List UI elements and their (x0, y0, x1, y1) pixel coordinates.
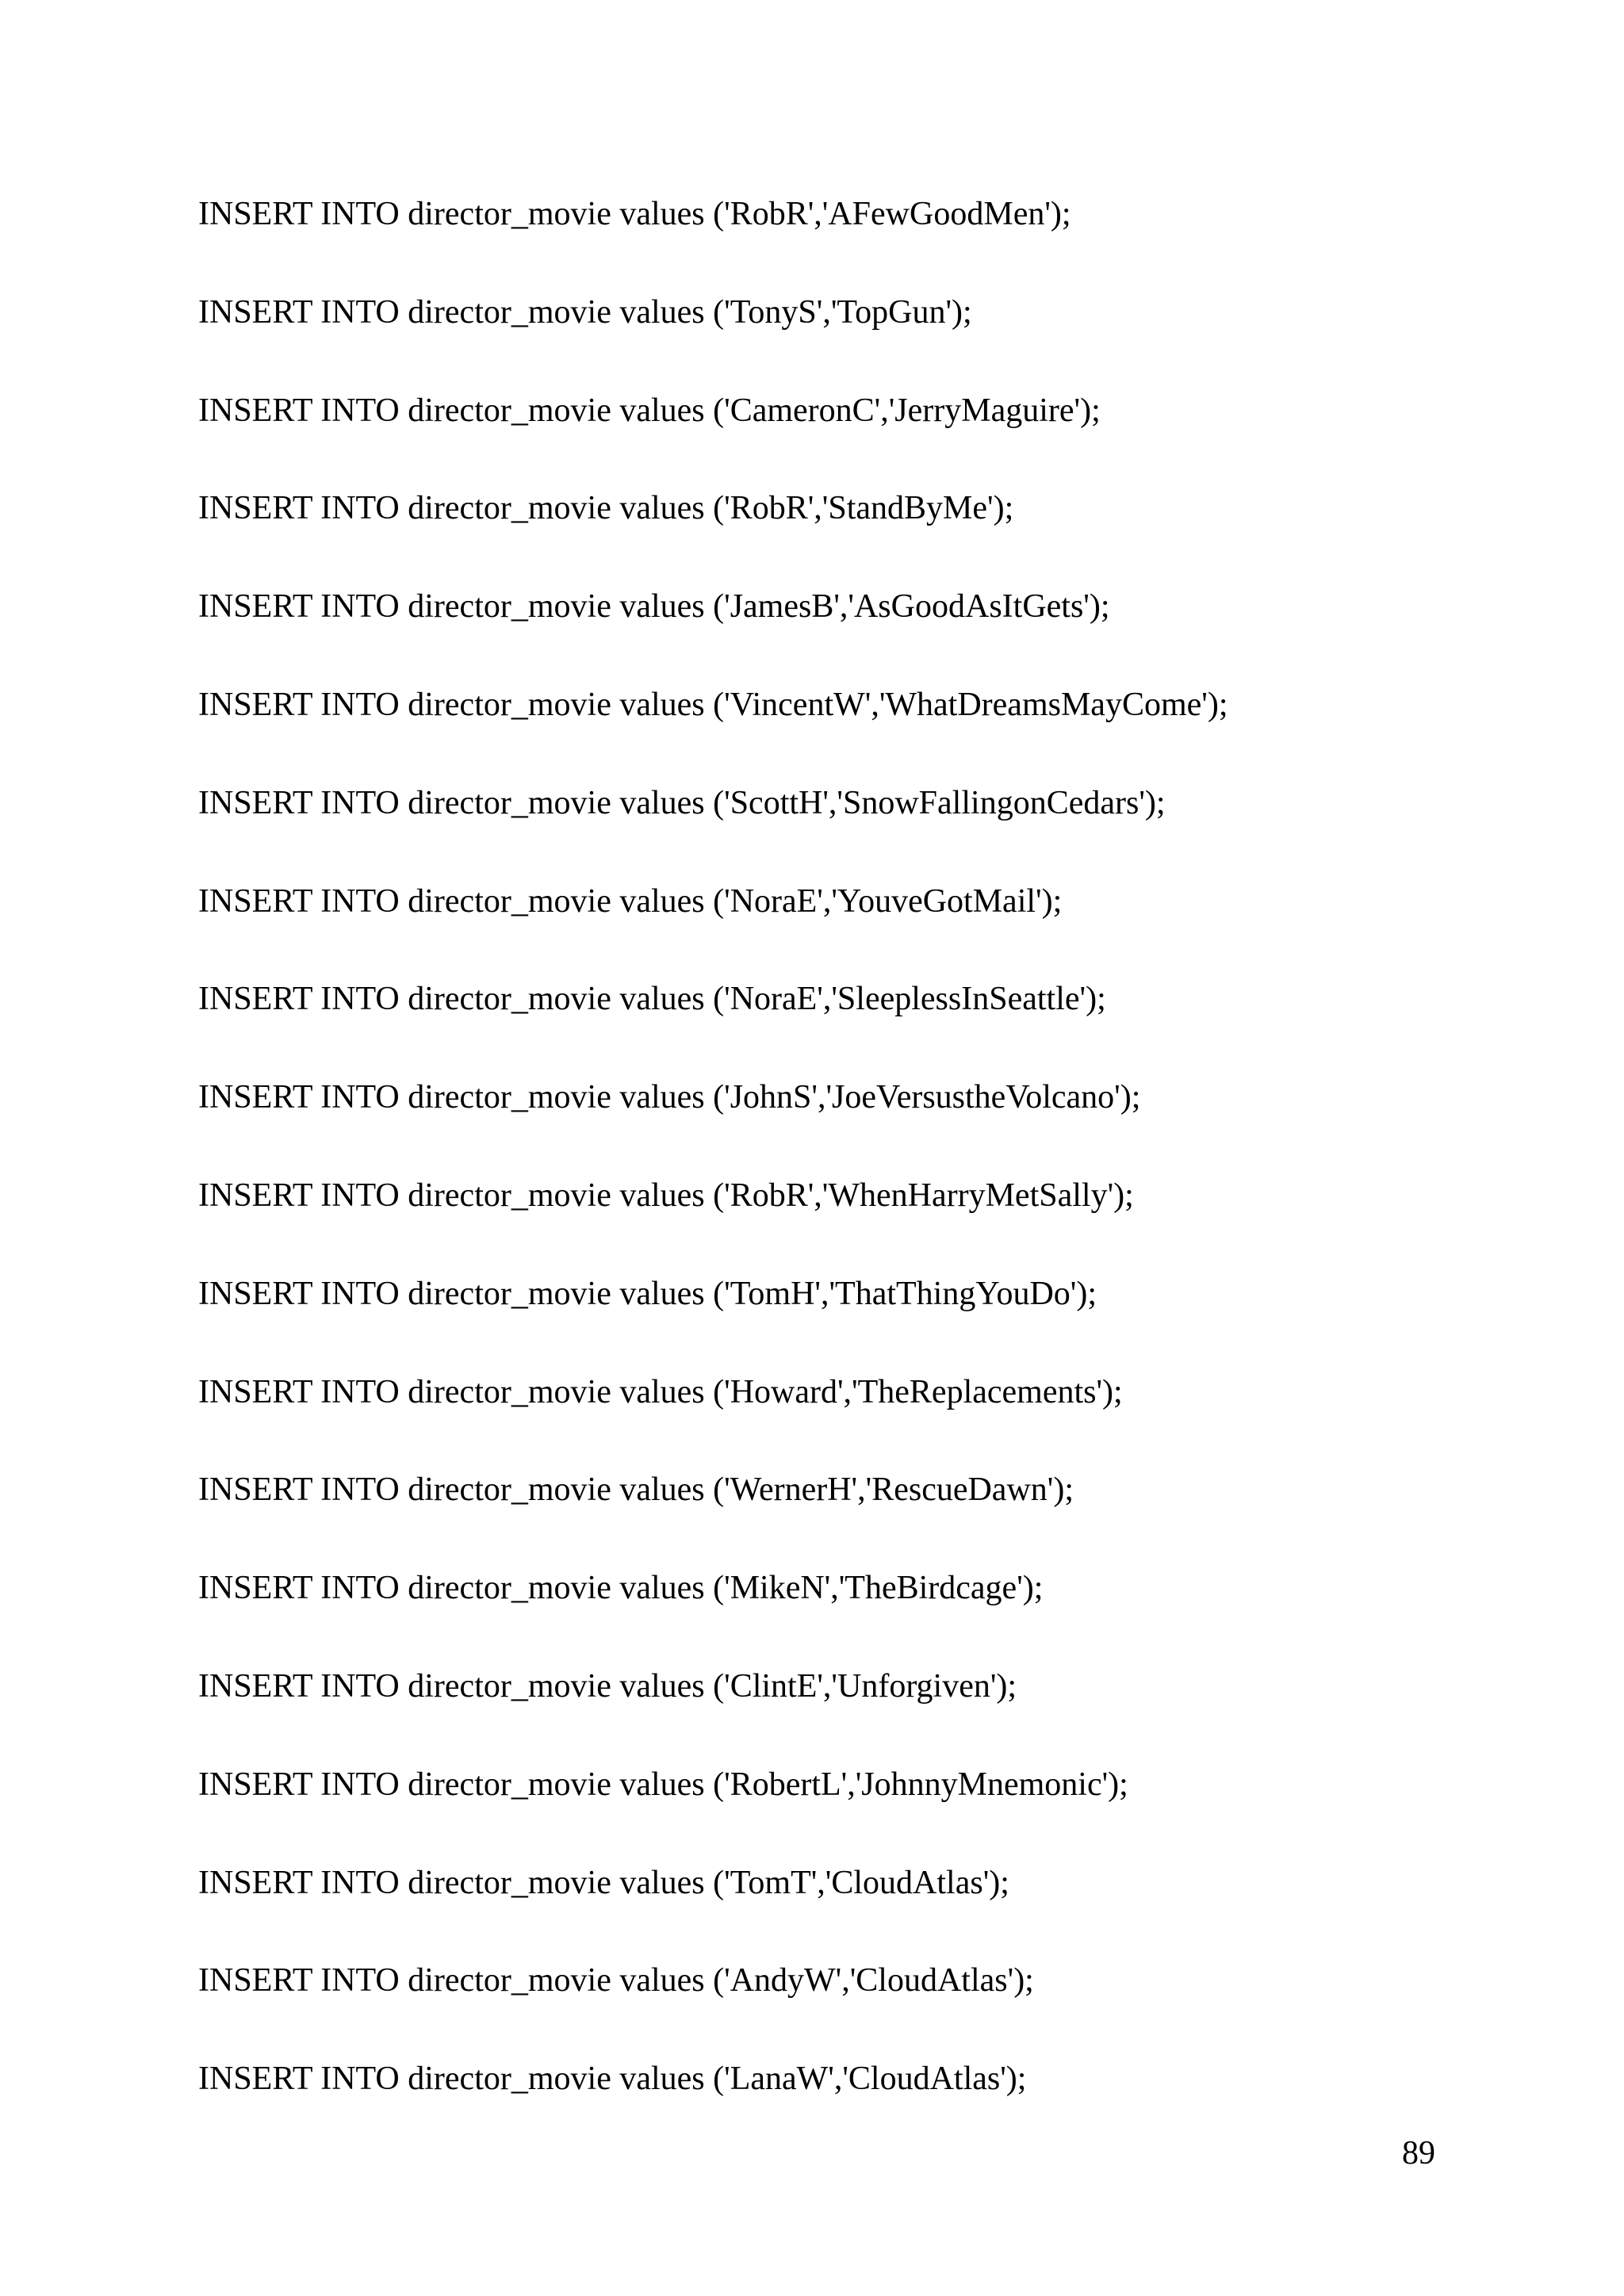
page-number: 89 (1402, 2135, 1435, 2172)
sql-line: INSERT INTO director_movie values ('JamesB','AsGoodAsItGets'); (198, 588, 1110, 626)
sql-line: INSERT INTO director_movie values ('NoraE','YouveGotMail'); (198, 882, 1063, 920)
sql-line: INSERT INTO director_movie values ('AndyW','CloudAtlas'); (198, 1962, 1034, 1999)
sql-line: INSERT INTO director_movie values ('VincentW','WhatDreamsMayCome'); (198, 686, 1228, 723)
sql-line: INSERT INTO director_movie values ('TomT','CloudAtlas'); (198, 1864, 1009, 1901)
sql-line: INSERT INTO director_movie values ('JohnS','JoeVersustheVolcano'); (198, 1079, 1141, 1116)
sql-line: INSERT INTO director_movie values ('TomH','ThatThingYouDo'); (198, 1275, 1097, 1312)
sql-line: INSERT INTO director_movie values ('Howard','TheReplacements'); (198, 1373, 1123, 1410)
sql-line: INSERT INTO director_movie values ('RobR','StandByMe'); (198, 490, 1014, 527)
sql-insert-statements (198, 195, 1228, 2158)
sql-line: INSERT INTO director_movie values ('RobR','WhenHarryMetSally'); (198, 1177, 1134, 1214)
sql-line: INSERT INTO director_movie values ('WernerH','RescueDawn'); (198, 1471, 1074, 1509)
sql-line: INSERT INTO director_movie values ('LanaW','CloudAtlas'); (198, 2061, 1027, 2098)
sql-line: INSERT INTO director_movie values ('NoraE','SleeplessInSeattle'); (198, 981, 1106, 1018)
sql-line: INSERT INTO director_movie values ('RobertL','JohnnyMnemonic'); (198, 1766, 1128, 1803)
sql-line: INSERT INTO director_movie values ('ScottH','SnowFallingonCedars'); (198, 784, 1166, 821)
sql-line: INSERT INTO director_movie values ('MikeN','TheBirdcage'); (198, 1570, 1044, 1607)
sql-line: INSERT INTO director_movie values ('RobR','AFewGoodMen'); (198, 196, 1071, 232)
sql-line: INSERT INTO director_movie values ('TonyS','TopGun'); (198, 293, 972, 331)
sql-line: INSERT INTO director_movie values ('ClintE','Unforgiven'); (198, 1667, 1017, 1705)
sql-line: INSERT INTO director_movie values ('CameronC','JerryMaguire'); (198, 392, 1101, 429)
